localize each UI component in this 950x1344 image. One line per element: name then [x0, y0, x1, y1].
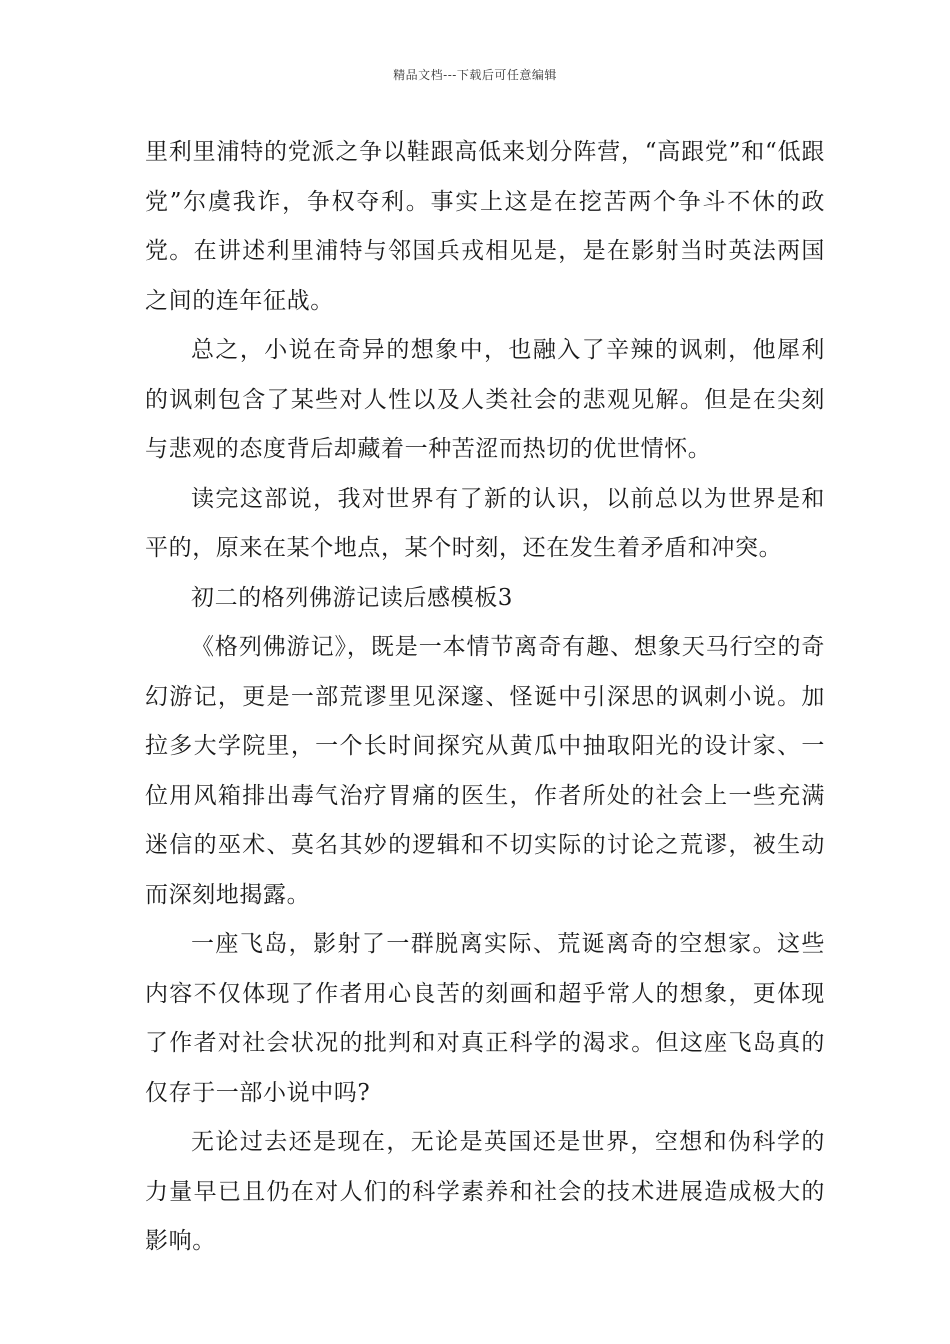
paragraph-summary: 总之，小说在奇异的想象中，也融入了辛辣的讽刺，他犀利的讽刺包含了某些对人性以及人类社会的悲观见解。但是在尖刻与悲观的态度背后却藏着一种苦涩而热切的优世情怀。 — [145, 337, 825, 462]
document-body — [145, 128, 825, 1267]
paragraph-conclusion: 无论过去还是现在，无论是英国还是世界，空想和伪科学的力量早已且仍在对人们的科学素养和社会的技术进展造成极大的影响。 — [145, 1129, 825, 1254]
page-header: 精品文档---下载后可任意编辑 — [393, 68, 557, 82]
paragraph-reflection: 读完这部说，我对世界有了新的认识，以前总以为世界是和平的，原来在某个地点，某个时刻，还在发生着矛盾和冲突。 — [145, 485, 825, 561]
paragraph-intro: 《格列佛游记》，既是一本情节离奇有趣、想象天马行空的奇幻游记，更是一部荒谬里见深邃、怪诞中引深思的讽刺小说。加拉多大学院里，一个长时间探究从黄瓜中抽取阳光的设计家、一位用风箱排出毒气治疗胃痛的医生，作者所处的社会上一些充满迷信的巫术、莫名其妙的逻辑和不切实际的讨论之荒谬，被生动而深刻地揭露。 — [145, 634, 825, 908]
paragraph-continued: 里利里浦特的党派之争以鞋跟高低来划分阵营，“高跟党”和“低跟党”尔虞我诈，争权夺利。事实上这是在挖苦两个争斗不休的政党。在讲述利里浦特与邻国兵戎相见是，是在影射当时英法两国之间的连年征战。 — [145, 139, 825, 314]
section-title: 初二的格列佛游记读后感模板3 — [191, 584, 514, 611]
paragraph-flying-island: 一座飞岛，影射了一群脱离实际、荒诞离奇的空想家。这些内容不仅体现了作者用心良苦的刻画和超乎常人的想象，更体现了作者对社会状况的批判和对真正科学的渴求。但这座飞岛真的仅存于一部小说中吗? — [145, 931, 825, 1106]
